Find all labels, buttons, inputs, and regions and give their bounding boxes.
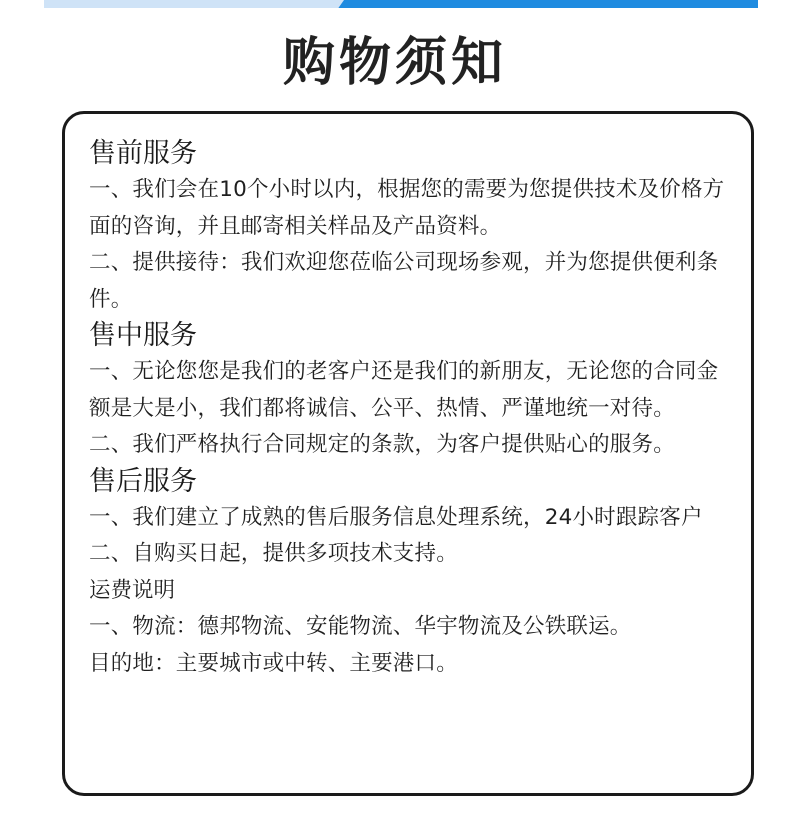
aftersale-paragraph-1: 一、我们建立了成熟的售后服务信息处理系统，24小时跟踪客户 xyxy=(89,504,703,530)
page-title: 购物须知 xyxy=(282,33,507,93)
shipping-paragraph-2: 目的地：主要城市或中转、主要港口。 xyxy=(89,650,458,676)
presale-paragraph-2: 二、提供接待：我们欢迎您莅临公司现场参观，并为您提供便利条件。 xyxy=(89,250,719,312)
section-insale xyxy=(89,318,731,464)
section-presale xyxy=(89,136,731,318)
presale-paragraph-1: 一、我们会在10个小时以内，根据您的需要为您提供技术及价格方面的咨询，并且邮寄相关样品及产品资料。 xyxy=(89,177,725,239)
insale-paragraph-1: 一、无论您您是我们的老客户还是我们的新朋友，无论您的合同金额是大是小，我们都将诚信、公平、热情、严谨地统一对待。 xyxy=(89,359,719,421)
section-heading-insale: 售中服务 xyxy=(89,320,197,351)
top-decorative-bar xyxy=(44,0,758,8)
section-heading-aftersale: 售后服务 xyxy=(89,465,197,497)
section-shipping xyxy=(89,573,731,683)
aftersale-paragraph-2: 二、自购买日起，提供多项技术支持。 xyxy=(89,541,458,566)
insale-paragraph-2: 二、我们严格执行合同规定的条款，为客户提供贴心的服务。 xyxy=(89,432,675,457)
section-heading-shipping: 运费说明 xyxy=(89,577,176,603)
section-heading-presale: 售前服务 xyxy=(89,138,197,169)
top-bar-accent-segment xyxy=(338,0,758,8)
top-bar-light-segment xyxy=(44,0,364,8)
notice-box xyxy=(62,111,754,796)
section-aftersale xyxy=(89,464,731,573)
shipping-paragraph-1: 一、物流：德邦物流、安能物流、华宇物流及公铁联运。 xyxy=(89,614,632,639)
